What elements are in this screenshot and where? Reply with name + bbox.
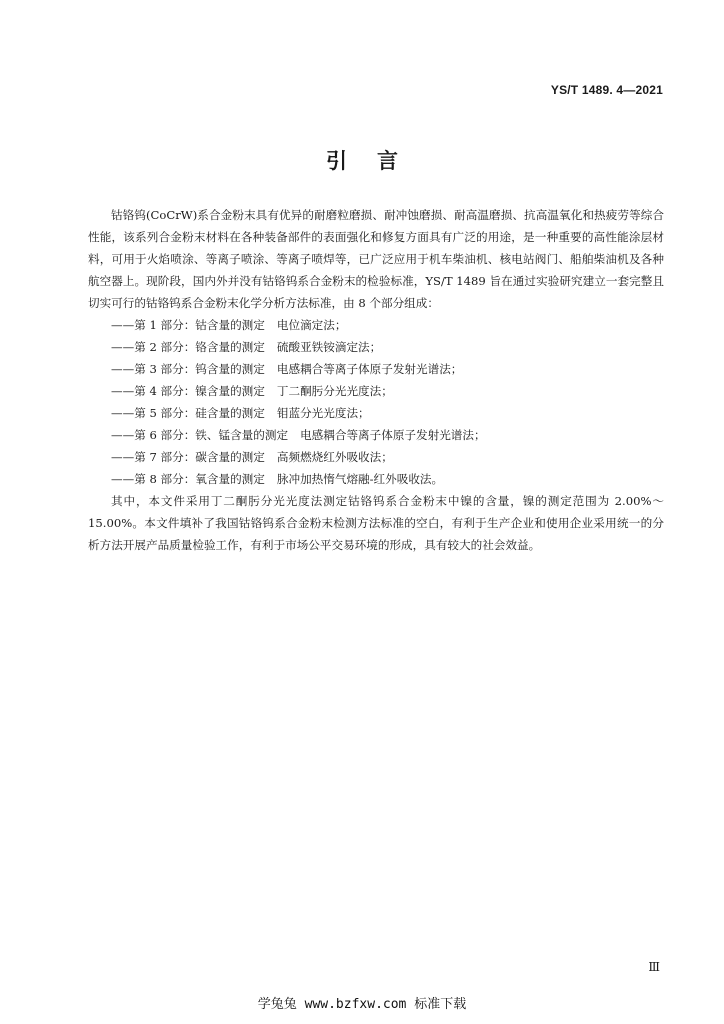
part-method: 钼蓝分光光度法； <box>276 406 370 420</box>
list-item <box>88 314 664 336</box>
part-name: ——第 6 部分：铁、锰含量的测定 <box>111 428 289 442</box>
parts-list <box>88 314 664 490</box>
part-method: 电感耦合等离子体原子发射光谱法； <box>300 428 486 442</box>
page-number: Ⅲ <box>648 960 660 974</box>
list-item <box>88 358 664 380</box>
part-name: ——第 2 部分：铬含量的测定 <box>111 340 265 354</box>
page-title: 引言 <box>326 149 428 173</box>
part-method: 电位滴定法； <box>276 318 347 332</box>
part-name: ——第 3 部分：钨含量的测定 <box>111 362 265 376</box>
standard-code: YS/T 1489. 4—2021 <box>550 83 663 97</box>
part-method: 电感耦合等离子体原子发射光谱法； <box>276 362 463 376</box>
list-item <box>88 336 664 358</box>
list-item <box>88 380 664 402</box>
list-item <box>88 402 664 424</box>
document-body <box>88 204 664 556</box>
part-name: ——第 5 部分：硅含量的测定 <box>111 406 265 420</box>
part-method: 硫酸亚铁铵滴定法； <box>276 340 382 354</box>
footer-watermark: 学兔兔 www.bzfxw.com 标准下载 <box>257 997 467 1012</box>
part-name: ——第 7 部分：碳含量的测定 <box>111 450 265 464</box>
closing-paragraph: 其中，本文件采用丁二酮肟分光光度法测定钴铬钨系合金粉末中镍的含量，镍的测定范围为 2.00%～15.00%。本文件填补了我国钴铬钨系合金粉末检测方法标准的空白，有利于生产企业和使用企业采用统一的分析方法开展产品质量检验工作，有利于市场公平交易环境的形成，具有较大的社会效益。 <box>88 494 664 552</box>
list-item <box>88 446 664 468</box>
part-name: ——第 4 部分：镍含量的测定 <box>111 384 265 398</box>
part-name: ——第 8 部分：氧含量的测定 <box>111 472 265 486</box>
part-method: 丁二酮肟分光光度法； <box>276 384 393 398</box>
part-method: 脉冲加热惰气熔融-红外吸收法。 <box>276 472 444 486</box>
part-name: ——第 1 部分：钴含量的测定 <box>111 318 265 332</box>
part-method: 高频燃烧红外吸收法； <box>276 450 393 464</box>
intro-paragraph: 钴铬钨(CoCrW)系合金粉末具有优异的耐磨粒磨损、耐冲蚀磨损、耐高温磨损、抗高温氧化和热疲劳等综合性能，该系列合金粉末材料在各种装备部件的表面强化和修复方面具有广泛的用途，是一种重要的高性能涂层材料，可用于火焰喷涂、等离子喷涂、等离子喷焊等，已广泛应用于机车柴油机、核电站阀门、船舶柴油机及各种航空器上。现阶段，国内外并没有钴铬钨系合金粉末的检验标准，YS/T 1489 旨在通过实验研究建立一套完整且切实可行的钴铬钨系合金粉末化学分析方法标准，由 8 个部分组成： <box>88 208 664 310</box>
list-item <box>88 424 664 446</box>
list-item <box>88 468 664 490</box>
